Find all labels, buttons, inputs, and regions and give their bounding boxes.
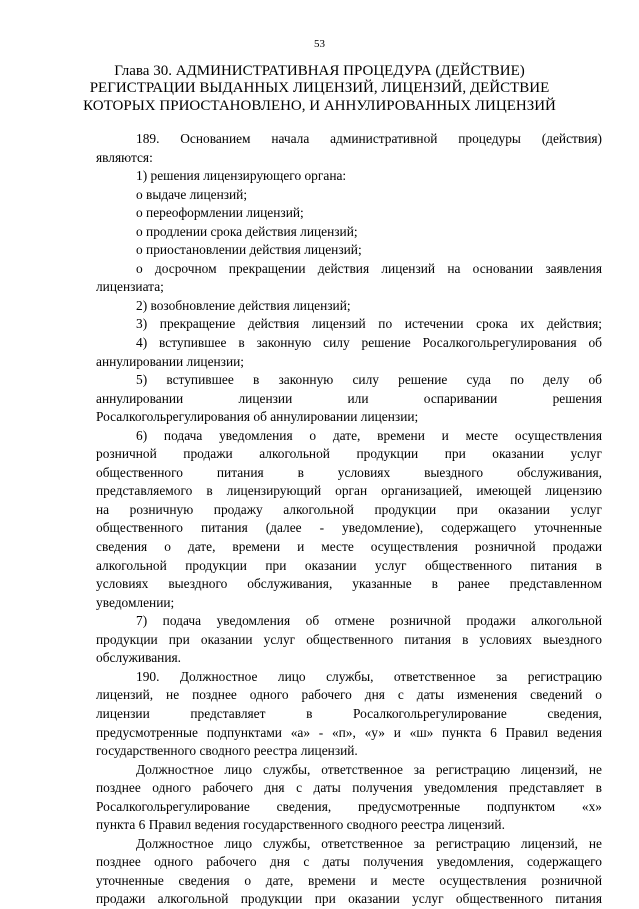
- text-line: продажи алкогольной продукции при оказании услуг общественного питания: [96, 891, 602, 907]
- text-line: обслуживания.: [96, 650, 181, 666]
- text-line: о выдаче лицензий;: [136, 186, 248, 202]
- text-line: предусмотренные подпунктами «а» - «п», «у» и «ш» пункта 6 Правил ведения: [96, 724, 602, 740]
- text-line: позднее одного рабочего дня с даты получения уведомления представляет в: [96, 780, 602, 796]
- text-line: 7) подача уведомления об отмене розничной продажи алкогольной: [136, 613, 602, 629]
- text-line: о досрочном прекращении действия лицензий на основании заявления: [136, 260, 602, 276]
- text-line: розничной продажи алкогольной продукции при оказании услуг: [96, 446, 602, 462]
- text-line: аннулировании лицензии;: [96, 353, 245, 369]
- chapter-title-line: Глава 30. АДМИНИСТРАТИВНАЯ ПРОЦЕДУРА (ДЕЙСТВИЕ): [114, 63, 525, 79]
- text-line: лицензиата;: [96, 279, 164, 295]
- text-line: Росалкогольрегулирования об аннулировании лицензии;: [96, 409, 419, 425]
- text-line: продукции при оказании услуг общественного питания в условиях выездного: [96, 631, 602, 647]
- text-line: лицензий, не позднее одного рабочего дня с даты изменения сведений о: [96, 687, 602, 703]
- text-line: пункта 6 Правил ведения государственного сводного реестра лицензий.: [96, 817, 505, 833]
- text-line: лицензии представляет в Росалкогольрегулирование сведения,: [96, 705, 602, 721]
- text-line: 2) возобновление действия лицензий;: [136, 297, 351, 313]
- text-line: Должностное лицо службы, ответственное за регистрацию лицензий, не: [136, 835, 602, 851]
- chapter-title-line: РЕГИСТРАЦИИ ВЫДАННЫХ ЛИЦЕНЗИЙ, ЛИЦЕНЗИЙ, ДЕЙСТВИЕ: [89, 80, 550, 97]
- text-line: государственного сводного реестра лицензий.: [96, 743, 358, 759]
- text-line: Должностное лицо службы, ответственное за регистрацию лицензий, не: [136, 761, 602, 777]
- text-line: позднее одного рабочего дня с даты получения уведомления, содержащего: [96, 854, 602, 870]
- text-line: Росалкогольрегулирование сведения, предусмотренные подпунктом «х»: [96, 798, 602, 814]
- text-line: 1) решения лицензирующего органа:: [136, 168, 347, 184]
- text-line: о приостановлении действия лицензий;: [136, 242, 362, 258]
- text-line: 3) прекращение действия лицензий по истечении срока их действия;: [136, 316, 602, 332]
- text-line: 4) вступившее в законную силу решение Росалкогольрегулирования об: [136, 335, 602, 351]
- chapter-title: [30, 63, 609, 115]
- text-line: на розничную продажу алкогольной продукции при оказании услуг: [96, 501, 602, 517]
- text-line: о переоформлении лицензий;: [136, 205, 304, 221]
- text-line: алкогольной продукции при оказании услуг общественного питания в: [96, 557, 602, 573]
- text-line: уточненные сведения о дате, времени и месте осуществления розничной: [96, 872, 602, 888]
- text-line: 6) подача уведомления о дате, времени и месте осуществления: [136, 427, 602, 443]
- chapter-title-line: КОТОРЫХ ПРИОСТАНОВЛЕНО, И АННУЛИРОВАННЫХ ЛИЦЕНЗИЙ: [83, 97, 556, 114]
- text-line: общественного питания в условиях выездного обслуживания,: [96, 464, 602, 480]
- text-line: сведения о дате, времени и месте осуществления розничной продажи: [96, 539, 602, 555]
- text-line: 5) вступившее в законную силу решение суда по делу об: [136, 372, 602, 388]
- text-line: являются:: [96, 149, 153, 165]
- text-line: представляемого в лицензирующий орган организацией, имеющей лицензию: [96, 483, 602, 499]
- text-line: 190. Должностное лицо службы, ответственное за регистрацию: [136, 668, 602, 684]
- body-text: [96, 130, 602, 909]
- text-line: о продлении срока действия лицензий;: [136, 223, 358, 239]
- text-line: общественного питания (далее - уведомление), содержащего уточненные: [96, 520, 602, 536]
- text-line: 189. Основанием начала административной процедуры (действия): [136, 131, 602, 146]
- text-line: аннулировании лицензии или оспаривании решения: [96, 390, 602, 406]
- page-number: 53: [314, 38, 325, 50]
- text-line: условиях выездного обслуживания, указанные в ранее представленном: [96, 576, 602, 592]
- text-line: уведомлении;: [96, 594, 175, 610]
